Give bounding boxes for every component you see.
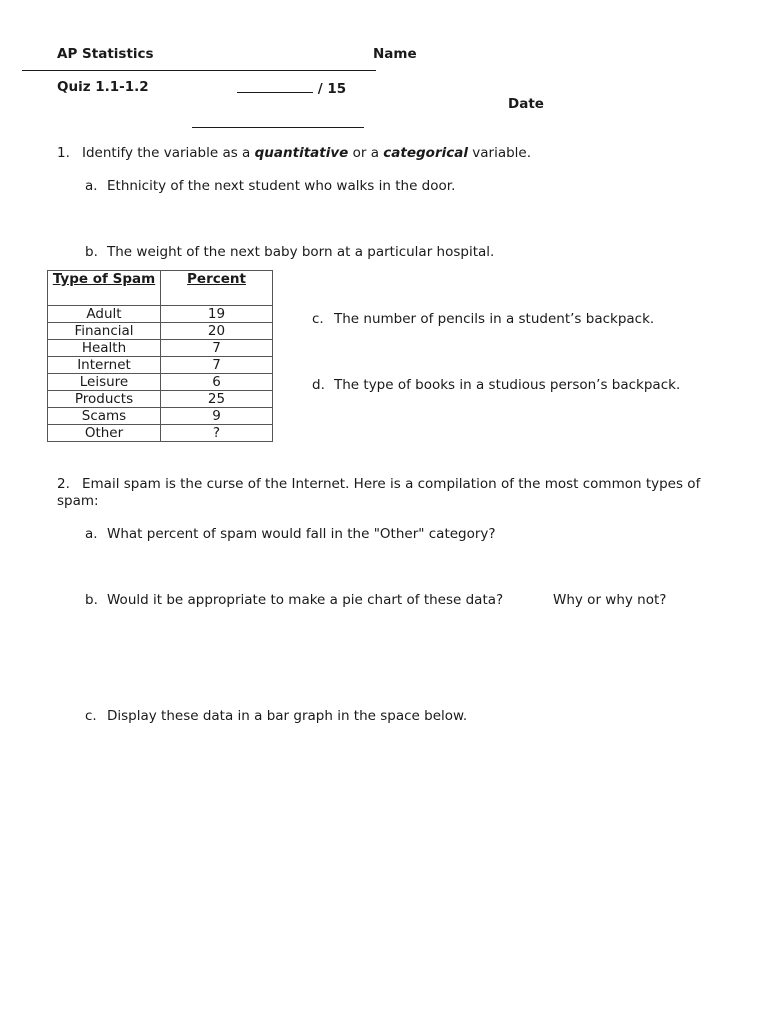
table-row [48,391,273,408]
question-2b-follow-up: Why or why not? [553,592,667,608]
date-blank-line[interactable] [192,127,364,128]
table-row [48,323,273,340]
item-text: What percent of spam would fall in the "Other" category? [107,526,496,542]
item-letter: d. [312,377,325,393]
item-letter: a. [85,526,98,542]
score-total: / 15 [313,81,347,97]
course-title: AP Statistics [57,46,154,62]
question-1-prompt-start: Identify the variable as a [82,145,255,161]
item-text: The type of books in a studious person’s backpack. [334,377,681,393]
quiz-title: Quiz 1.1-1.2 [57,79,149,95]
question-1 [57,145,531,161]
cell-percent: 7 [161,340,273,357]
question-number: 2. [57,476,70,492]
question-1b [85,244,494,260]
table-row [48,340,273,357]
question-2-prompt: Email spam is the curse of the Internet. Here is a compilation of the most common types of spam: [57,476,701,509]
table-row [48,425,273,442]
cell-type: Scams [48,408,161,425]
cell-percent: 25 [161,391,273,408]
table-row [48,306,273,323]
question-2b [85,592,503,608]
cell-type: Financial [48,323,161,340]
score-blank-line[interactable] [237,79,313,93]
question-1c [312,311,654,327]
cell-type: Leisure [48,374,161,391]
column-header-percent: Percent [161,271,273,306]
question-1a [85,178,455,194]
cell-percent: 9 [161,408,273,425]
question-2a [85,526,496,542]
cell-percent: 19 [161,306,273,323]
item-letter: a. [85,178,98,194]
score-field [237,79,346,97]
table-row [48,408,273,425]
question-2c [85,708,467,724]
cell-type: Products [48,391,161,408]
table-row [48,374,273,391]
name-label: Name [373,46,417,62]
spam-types-table [47,270,273,442]
cell-type: Other [48,425,161,442]
cell-percent: 6 [161,374,273,391]
item-text: Would it be appropriate to make a pie chart of these data? [107,592,504,608]
term-quantitative: quantitative [254,145,349,161]
item-text: The number of pencils in a student’s backpack. [334,311,655,327]
date-label: Date [508,96,544,112]
question-2 [57,476,725,510]
item-letter: b. [85,244,98,260]
item-text: Display these data in a bar graph in the space below. [107,708,468,724]
question-1-prompt-end: variable. [467,145,532,161]
question-1d [312,377,680,393]
item-letter: b. [85,592,98,608]
item-letter: c. [312,311,324,327]
cell-percent: 20 [161,323,273,340]
question-number: 1. [57,145,70,161]
question-1-prompt-mid: or a [348,145,384,161]
cell-type: Adult [48,306,161,323]
cell-percent: 7 [161,357,273,374]
item-letter: c. [85,708,97,724]
term-categorical: categorical [383,145,468,161]
item-text: Ethnicity of the next student who walks in the door. [107,178,456,194]
cell-type: Health [48,340,161,357]
cell-percent: ? [161,425,273,442]
column-header-type: Type of Spam [48,271,161,306]
table-header-row [48,271,273,306]
cell-type: Internet [48,357,161,374]
item-text: The weight of the next baby born at a particular hospital. [107,244,495,260]
table-row [48,357,273,374]
name-blank-line[interactable] [22,70,376,71]
